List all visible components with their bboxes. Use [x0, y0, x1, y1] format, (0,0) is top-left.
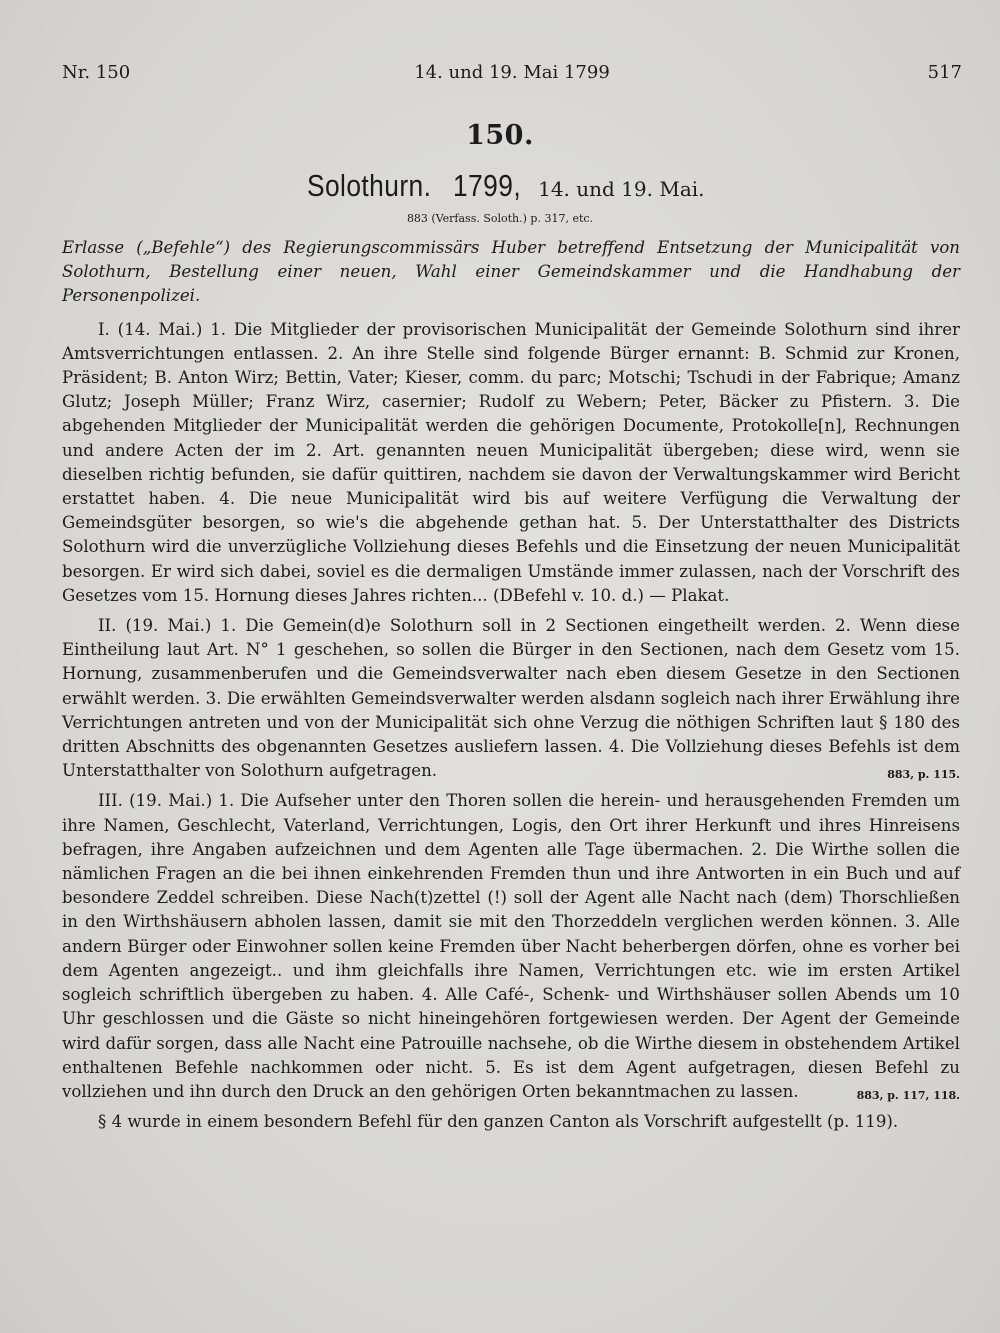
header-number: Nr. 150 [62, 62, 131, 83]
document-number: 150. [466, 120, 534, 151]
document-title [0, 168, 1000, 204]
source-reference: 883 (Verfass. Soloth.) p. 317, etc. [406, 212, 594, 225]
paragraph-reference: 883, p. 117, 118. [856, 1088, 960, 1102]
paragraph-text: III. (19. Mai.) 1. Die Aufseher unter den Thoren sollen die herein- und herausgehenden Fremden um ihre Namen, Geschlecht, Vaterland, Verrichtungen, Logis, den Ort ihrer Herkunft und ihres Hinreisens befragen, ihre Angaben aufzeichnen und dem Agenten alle Tage übermachen. 2. Die Wirthe sollen die nämlichen Fragen an die bei ihnen einkehrenden Fremden thun und ihre Antworten in ein Buch und auf besondere Zeddel schreiben. Diese Nach(t)zettel (!) soll der Agent alle Nacht nach (dem) Thorschließen in den Wirthshäusern abholen lassen, damit sie mit den Thorzeddeln verglichen werden können. 3. Alle andern Bürger oder Einwohner sollen keine Fremden über Nacht beherbergen dörfen, ohne es vorher bei dem Agenten angezeigt.. und ihm gleichfalls ihre Namen, Verrichtungen etc. wie im ersten Artikel sogleich schriftlich übergeben zu haben. 4. Alle Café-, Schenk- und Wirthshäuser sollen Abends um 10 Uhr geschlossen und die Gäste so nicht hineingehören fortgewiesen werden. Der Agent der Gemeinde wird dafür sorgen, dass alle Nacht eine Patrouille nachsehe, ob die Wirthe diesem in obstehendem Artikel enthaltenen Befehle nachkommen oder nicht. 5. Es ist dem Agent aufgetragen, diesen Befehl zu vollziehen und ihn durch den Druck an den gehörigen Orten bekanntmachen zu lassen. [62, 791, 960, 1101]
paragraph-3 [62, 789, 960, 1104]
paragraph-text: § 4 wurde in einem besondern Befehl für den ganzen Canton als Vorschrift aufgestellt (p. 119). [98, 1112, 899, 1132]
page-number: 517 [927, 62, 962, 83]
paragraph-4 [62, 1110, 960, 1134]
title-dates: 14. und 19. Mai. [538, 177, 705, 201]
paragraph-text: II. (19. Mai.) 1. Die Gemein(d)e Solothurn soll in 2 Sectionen eingetheilt werden. 2. Wenn diese Eintheilung laut Art. N° 1 geschehen, so sollen die Bürger in den Sectionen, nach dem Gesetz vom 15. Hornung, zusammenberufen und die Gemeindsverwalter nach eben diesem Gesetze in den Sectionen erwählt werden. 3. Die erwählten Gemeindsverwalter werden alsdann sogleich nach ihrer Erwählung ihre Verrichtungen antreten und von der Municipalität sich ohne Verzug die nöthigen Schriften laut § 180 des dritten Abschnitts des obgenannten Gesetzes ausliefern lassen. 4. Die Vollziehung dieses Befehls ist dem Unterstatthalter von Solothurn aufgetragen. [62, 616, 960, 781]
header-date: 14. und 19. Mai 1799 [414, 62, 610, 83]
document-body [62, 236, 960, 1134]
paragraph-reference: 883, p. 115. [887, 768, 960, 782]
paragraph-text: I. (14. Mai.) 1. Die Mitglieder der provisorischen Municipalität der Gemeinde Solothurn sind ihrer Amtsverrichtungen entlassen. 2. An ihre Stelle sind folgende Bürger ernannt: B. Schmid zur Kronen, Präsident; B. Anton Wirz; Bettin, Vater; Kieser, comm. du parc; Motschi; Tschudi in der Fabrique; Amanz Glutz; Joseph Müller; Franz Wirz, casernier; Rudolf zu Webern; Peter, Bäcker zu Pfistern. 3. Die abgehenden Mitglieder der Municipalität werden die gehörigen Documente, Protokolle[n], Rechnungen und andere Acten der im 2. Art. genannten neuen Municipalität übergeben; diese wird, wenn sie dieselben richtig befunden, sie dafür quittiren, nachdem sie davon der Verwaltungskammer wird Bericht erstattet haben. 4. Die neue Municipalität wird bis auf weitere Verfügung die Verwaltung der Gemeindsgüter besorgen, so wie's die abgehende gethan hat. 5. Der Unterstatthalter des Districts Solothurn wird die unverzügliche Vollziehung dieses Befehls und die Einsetzung der neuen Municipalität besorgen. Er wird sich dabei, soviel es die dermaligen Umstände immer zulassen, nach der Vorschrift des Gesetzes vom 15. Hornung dieses Jahres richten... (DBefehl v. 10. d.) — Plakat. [62, 319, 960, 605]
intro-summary: Erlasse („Befehle“) des Regierungscommissärs Huber betreffend Entsetzung der Municipalität von Solothurn, Bestellung einer neuen, Wahl einer Gemeindskammer und die Handhabung der Personenpolizei. [62, 238, 960, 306]
title-year: 1799, [452, 168, 521, 203]
title-place: Solothurn. [306, 168, 431, 203]
paragraph-2 [62, 614, 960, 783]
paragraph-1 [62, 318, 960, 608]
running-header [62, 62, 962, 88]
